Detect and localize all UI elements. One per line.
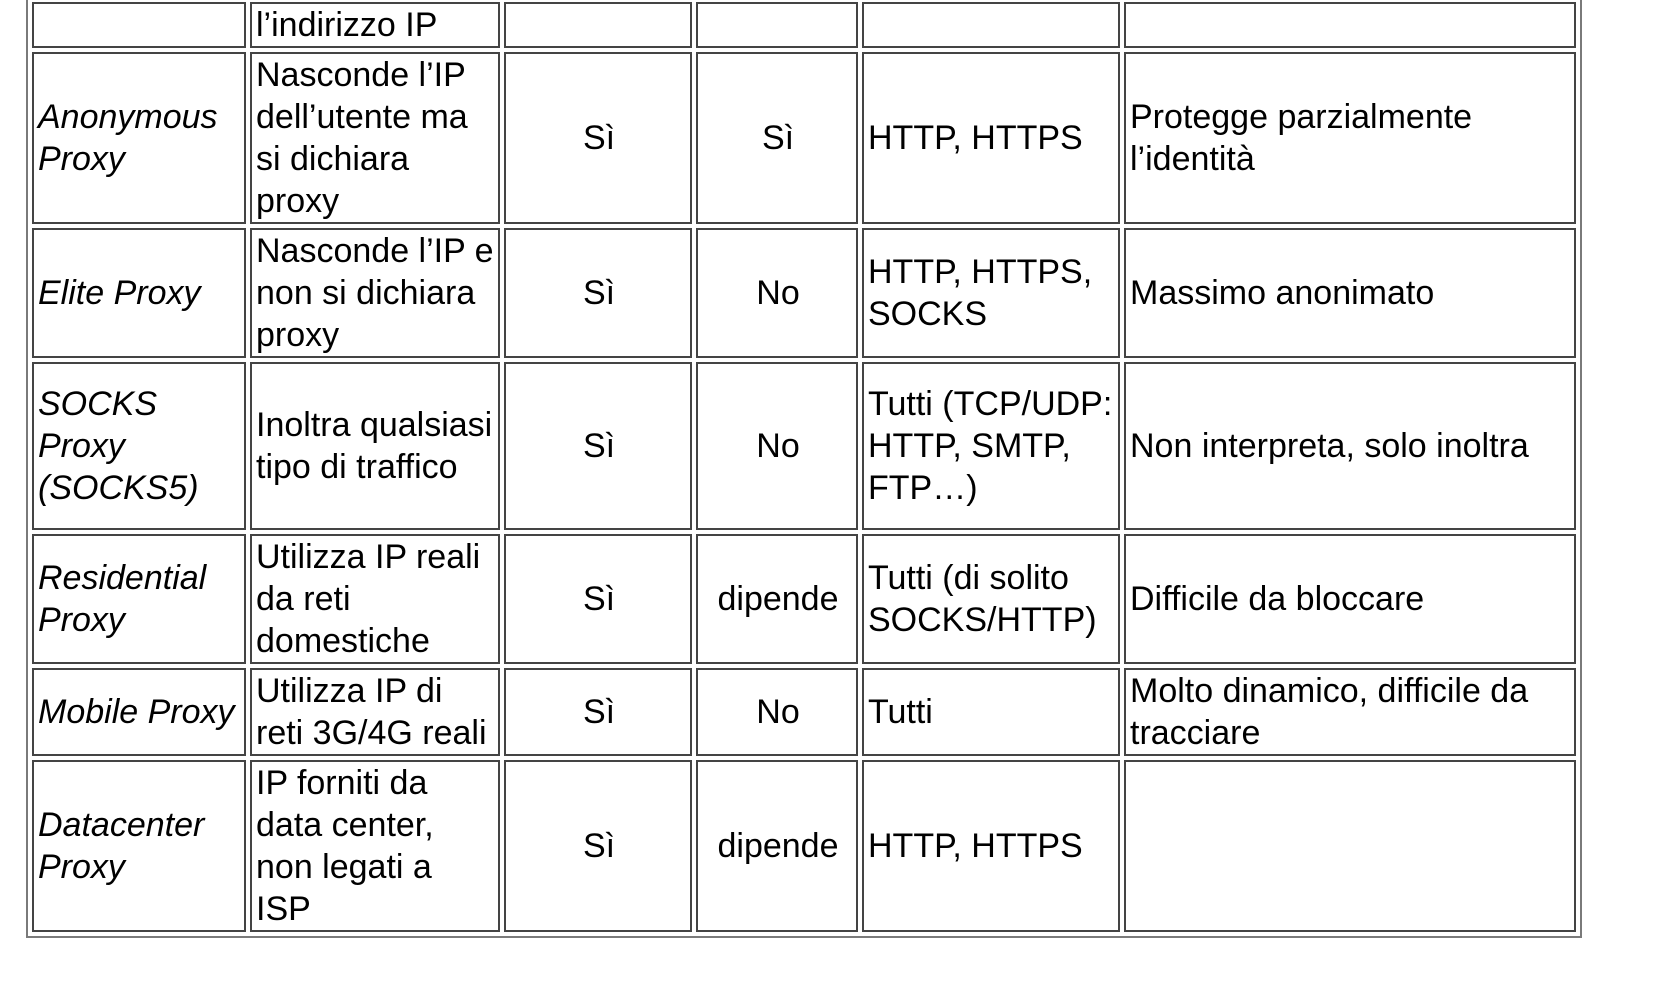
proxy-name-cell <box>32 2 246 48</box>
hides-ip-cell: Sì <box>504 52 692 224</box>
proxy-name-cell: SOCKS Proxy (SOCKS5) <box>32 362 246 530</box>
description-cell: Utilizza IP di reti 3G/4G reali <box>250 668 500 756</box>
table-row <box>32 668 1576 756</box>
notes-cell: Massimo anonimato <box>1124 228 1576 358</box>
declares-proxy-cell: No <box>696 228 858 358</box>
proxy-name-cell: Anonymous Proxy <box>32 52 246 224</box>
protocols-cell: HTTP, HTTPS <box>862 760 1120 932</box>
hides-ip-cell <box>504 2 692 48</box>
hides-ip-cell: Sì <box>504 228 692 358</box>
notes-cell: Difficile da bloccare <box>1124 534 1576 664</box>
description-cell: Nasconde l’IP e non si dichiara proxy <box>250 228 500 358</box>
protocols-cell <box>862 2 1120 48</box>
protocols-cell: Tutti (TCP/UDP: HTTP, SMTP, FTP…) <box>862 362 1120 530</box>
description-cell: Inoltra qualsiasi tipo di traffico <box>250 362 500 530</box>
description-cell: l’indirizzo IP <box>250 2 500 48</box>
hides-ip-cell: Sì <box>504 668 692 756</box>
declares-proxy-cell <box>696 2 858 48</box>
table-row <box>32 760 1576 932</box>
declares-proxy-cell: dipende <box>696 760 858 932</box>
notes-cell: Molto dinamico, difficile da tracciare <box>1124 668 1576 756</box>
hides-ip-cell: Sì <box>504 760 692 932</box>
notes-cell <box>1124 2 1576 48</box>
notes-cell: Non interpreta, solo inoltra <box>1124 362 1576 530</box>
declares-proxy-cell: No <box>696 668 858 756</box>
protocols-cell: Tutti <box>862 668 1120 756</box>
table-row <box>32 2 1576 48</box>
protocols-cell: Tutti (di solito SOCKS/HTTP) <box>862 534 1120 664</box>
description-cell: IP forniti da data center, non legati a ISP <box>250 760 500 932</box>
declares-proxy-cell: Sì <box>696 52 858 224</box>
declares-proxy-cell: dipende <box>696 534 858 664</box>
proxy-name-cell: Mobile Proxy <box>32 668 246 756</box>
description-cell: Utilizza IP reali da reti domestiche <box>250 534 500 664</box>
table-row <box>32 362 1576 530</box>
protocols-cell: HTTP, HTTPS <box>862 52 1120 224</box>
proxy-comparison-table <box>26 0 1582 938</box>
table-row <box>32 52 1576 224</box>
table-row <box>32 228 1576 358</box>
notes-cell: Protegge parzialmente l’identità <box>1124 52 1576 224</box>
table-row <box>32 534 1576 664</box>
declares-proxy-cell: No <box>696 362 858 530</box>
notes-cell <box>1124 760 1576 932</box>
description-cell: Nasconde l’IP dell’utente ma si dichiara proxy <box>250 52 500 224</box>
proxy-comparison-table-container <box>26 0 1582 938</box>
hides-ip-cell: Sì <box>504 534 692 664</box>
proxy-name-cell: Elite Proxy <box>32 228 246 358</box>
protocols-cell: HTTP, HTTPS, SOCKS <box>862 228 1120 358</box>
proxy-name-cell: Residential Proxy <box>32 534 246 664</box>
hides-ip-cell: Sì <box>504 362 692 530</box>
proxy-name-cell: Datacenter Proxy <box>32 760 246 932</box>
